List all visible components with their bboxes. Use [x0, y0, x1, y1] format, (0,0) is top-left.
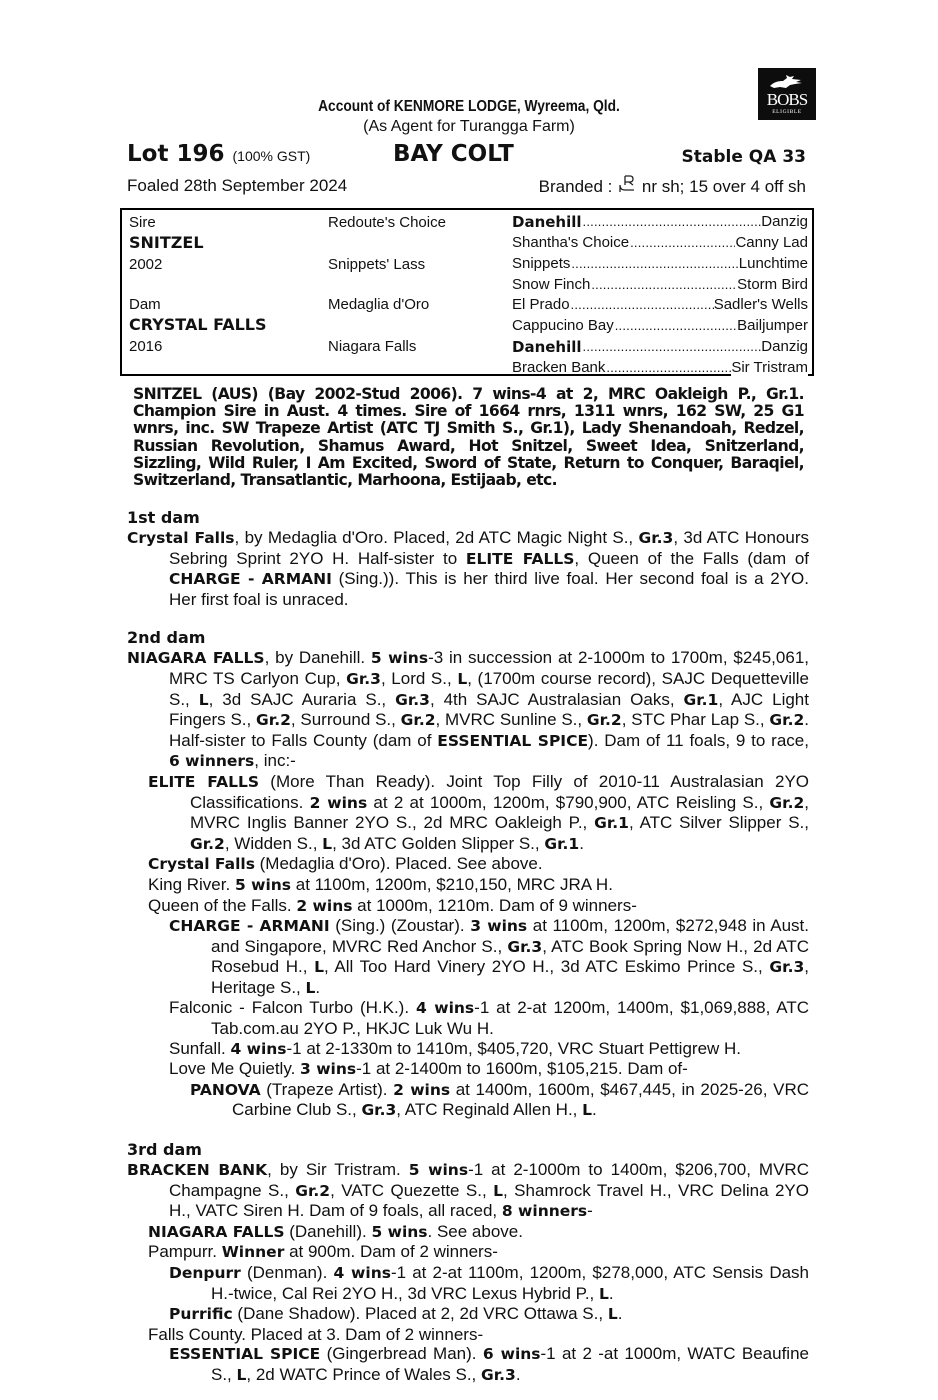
- great-grand-sire-name: Canny Lad: [735, 234, 808, 251]
- text: -1 at 2-at 1200m, 1400m, $1,069,888, ATC Tab.com.au 2YO P., HKJC Luk Wu H.: [211, 998, 810, 1039]
- text: , 2d WATC Prince of Wales S.,: [246, 1364, 482, 1384]
- pedigree-entry: [127, 1344, 809, 1385]
- text: (Sing.) (Zoustar).: [329, 916, 471, 936]
- brand-description: nr sh; 15 over 4 off sh: [641, 177, 806, 196]
- text: -1 at 2-1400m to 1600m, $105,215. Dam of-: [356, 1059, 688, 1079]
- text: , ATC Book Spring Now H., 2d ATC Rosebud H.,: [211, 936, 809, 977]
- text: , ATC Silver Slipper S.,: [628, 813, 809, 833]
- bold-text: BRACKEN BANK: [127, 1161, 268, 1180]
- text: King River.: [148, 874, 235, 894]
- bold-text: 5 wins: [371, 1222, 428, 1241]
- bold-text: Gr.3: [507, 937, 543, 956]
- text: -: [587, 1201, 593, 1221]
- text: . See above.: [427, 1221, 523, 1241]
- bold-text: 4 wins: [333, 1264, 391, 1282]
- bold-text: 2 wins: [393, 1080, 451, 1099]
- great-grand-dam-name: El Prado: [512, 296, 570, 313]
- dam-section: [127, 508, 809, 609]
- pedigree-entry: [127, 1080, 809, 1121]
- dot-leader: [629, 234, 735, 252]
- text: , Heritage S.,: [211, 957, 809, 997]
- text: at 900m. Dam of 2 winners-: [284, 1242, 498, 1262]
- bold-text: L: [599, 1284, 609, 1303]
- great-grand-sire-name: Danzig: [761, 338, 808, 355]
- sire-name: SNITZEL: [129, 233, 204, 252]
- lot-number: [127, 140, 310, 170]
- text: Queen of the Falls.: [148, 895, 297, 915]
- bold-text: Gr.1: [544, 834, 580, 853]
- pedigree-great-grand-row: [512, 317, 808, 335]
- dot-leader: [570, 255, 738, 273]
- text: .: [315, 977, 321, 997]
- great-grand-dam-name: Danehill: [512, 213, 582, 231]
- text: (Danehill).: [284, 1221, 372, 1241]
- bold-text: L: [322, 834, 333, 853]
- dam-name: CRYSTAL FALLS: [129, 315, 267, 334]
- text: Sunfall.: [169, 1038, 231, 1058]
- horse-head-icon: [768, 73, 806, 91]
- text: -1 at 2-1000m to 1400m, $206,700, MVRC Champagne S.,: [169, 1160, 809, 1200]
- pedigree-entry: [127, 1263, 809, 1304]
- dam-year: 2016: [129, 338, 163, 355]
- bold-text: CHARGE - ARMANI: [169, 917, 330, 936]
- text: , All Too Hard Vinery 2YO H., 3d ATC Eskimo Prince S.,: [323, 957, 770, 977]
- text: , 4th SAJC Australasian Oaks,: [429, 689, 684, 709]
- pedigree-entry: [127, 528, 809, 609]
- pedigree-great-grand-row: [512, 296, 808, 314]
- bold-text: Gr.2: [769, 793, 805, 812]
- dot-leader: [605, 359, 731, 377]
- bold-text: L: [582, 1101, 593, 1120]
- bold-text: Gr.3: [769, 958, 805, 977]
- bold-text: L: [198, 690, 209, 709]
- text: , (1700m course record), SAJC Dequetteville S.,: [169, 668, 810, 709]
- pedigree-entry: [127, 772, 809, 854]
- text: (Trapeze Artist).: [260, 1079, 394, 1099]
- bold-text: 2 wins: [296, 896, 353, 915]
- pedigree-great-grand-row: [512, 359, 808, 377]
- pedigree-entry: [127, 1325, 809, 1345]
- text: at 1000m, 1210m. Dam of 9 winners-: [352, 895, 637, 915]
- bold-text: L: [236, 1365, 247, 1384]
- great-grand-sire-name: Storm Bird: [737, 276, 808, 293]
- bold-text: Gr.3: [361, 1101, 397, 1120]
- text: Falconic - Falcon Turbo (H.K.).: [169, 998, 416, 1018]
- bold-text: L: [493, 1181, 504, 1200]
- bold-text: PANOVA: [190, 1080, 261, 1099]
- pedigree-entry: [127, 1222, 809, 1243]
- dot-leader: [570, 296, 714, 314]
- pedigree-entry: [127, 854, 809, 875]
- text: at 1100m, 1200m, $272,948 in Aust. and Singapore, MVRC Red Anchor S.,: [211, 916, 809, 956]
- text: , MVRC Sunline S.,: [435, 710, 587, 730]
- text: , VATC Quezette S.,: [330, 1180, 494, 1200]
- sire-summary: SNITZEL (AUS) (Bay 2002-Stud 2006). 7 wins-4 at 2, MRC Oakleigh P., Gr.1. Champion Sire in Aust. 4 times. Sire of 1664 rnrs, 1311 wnrs, 162 SW, 25 G1 wnrs, inc. SW Trapeze Artist (ATC TJ Smith S., Gr.1), Lady Shenandoah, Redzel, Russian Revolution, Shamus Award, Hot Snitzel, Sweet Idea, Snitzerland, Sizzling, Wild Ruler, I Am Excited, Sword of State, Return to Conquer, Baraqiel, Switzerland, Transatlantic, Marhoona, Estijaab, etc.: [133, 385, 804, 490]
- bold-text: Purrific: [169, 1305, 233, 1324]
- text: Pampurr.: [148, 1242, 222, 1262]
- text: , ATC Reginald Allen H.,: [396, 1100, 583, 1120]
- great-grand-dam-name: Snow Finch: [512, 276, 591, 293]
- pedigree-entry: [127, 875, 809, 896]
- text: (Sing.)). This is her third live foal. Her second foal is a 2YO. Her first foal is unraced.: [169, 569, 809, 609]
- bold-text: Gr.3: [638, 529, 674, 547]
- text: ). Dam of 11 foals, 9 to race,: [588, 730, 809, 750]
- text: , 3d ATC Honours Sebring Sprint 2YO H. Half-sister to: [169, 528, 810, 568]
- text: , Surround S.,: [290, 710, 401, 730]
- grandsire-sire-side: Redoute's Choice: [328, 214, 446, 231]
- bold-text: Gr.3: [346, 669, 381, 688]
- bold-text: Gr.3: [395, 690, 430, 709]
- grandsire-dam-side: Medaglia d'Oro: [328, 296, 430, 313]
- dot-leader: [582, 338, 762, 356]
- great-grand-sire-name: Sir Tristram: [731, 359, 808, 376]
- pedigree-great-grand-row: [512, 213, 808, 231]
- bold-text: CHARGE - ARMANI: [169, 570, 332, 589]
- great-grand-dam-name: Danehill: [512, 338, 582, 356]
- bold-text: L: [457, 669, 468, 688]
- text: .: [617, 1304, 623, 1324]
- bold-text: 2 wins: [309, 793, 368, 812]
- bold-text: 5 wins: [234, 875, 292, 894]
- text: (Gingerbread Man).: [320, 1344, 483, 1364]
- text: , Queen of the Falls (dam of: [574, 548, 810, 568]
- text: -1 at 2-1330m to 1410m, $405,720, VRC Stuart Pettigrew H.: [286, 1038, 742, 1058]
- text: .: [515, 1364, 521, 1384]
- text: (More Than Ready). Joint Top Filly of 2010-11 Australasian 2YO Classifications.: [190, 771, 810, 812]
- foaled-date: Foaled 28th September 2024: [127, 176, 348, 195]
- bold-text: Gr.1: [594, 814, 629, 833]
- stable-number: Stable QA 33: [681, 147, 806, 167]
- great-grand-sire-name: Danzig: [761, 213, 808, 230]
- bold-text: 3 wins: [470, 917, 528, 936]
- text: , Lord S.,: [380, 668, 458, 688]
- granddam-dam-side: Niagara Falls: [328, 338, 417, 355]
- text: -3 in succession at 2-1000m to 1700m, $245,061, MRC TS Carlyon Cup,: [169, 648, 809, 688]
- bold-text: ELITE FALLS: [148, 772, 260, 791]
- text: at 1100m, 1200m, $210,150, MRC JRA H.: [291, 874, 613, 894]
- bold-text: Gr.2: [190, 834, 225, 853]
- logo-title: BOBS: [766, 90, 808, 109]
- sire-label: Sire: [129, 214, 156, 231]
- text: , inc:-: [254, 751, 296, 771]
- agent-note: (As Agent for Turangga Farm): [363, 118, 575, 135]
- bold-text: 3 wins: [300, 1060, 357, 1079]
- text: Falls County. Placed at 3. Dam of 2 winners-: [148, 1324, 484, 1344]
- sire-year: 2002: [129, 256, 163, 273]
- text: , 3d SAJC Auraria S.,: [208, 689, 396, 709]
- dam-label: Dam: [129, 296, 161, 313]
- pedigree-entry: [127, 1059, 809, 1080]
- branded-label: Branded :: [538, 177, 613, 196]
- dam-section: [127, 628, 809, 1121]
- pedigree-entry: [127, 1304, 809, 1325]
- great-grand-dam-name: Bracken Bank: [512, 359, 606, 376]
- bold-text: Gr.2: [256, 711, 291, 730]
- great-grand-sire-name: Bailjumper: [737, 317, 808, 334]
- bold-text: 5 wins: [408, 1161, 469, 1180]
- dam-heading: 1st dam: [127, 508, 200, 527]
- dot-leader: [590, 276, 737, 294]
- bold-text: Gr.1: [683, 690, 719, 709]
- bold-text: Denpurr: [169, 1264, 241, 1282]
- bold-text: NIAGARA FALLS: [148, 1222, 285, 1241]
- pedigree-entry: [127, 1242, 809, 1263]
- pedigree-entry: [127, 916, 809, 998]
- bold-text: ESSENTIAL SPICE: [169, 1345, 321, 1364]
- lot-label: Lot 196: [127, 141, 225, 167]
- text: , by Medaglia d'Oro. Placed, 2d ATC Magic Night S.,: [234, 528, 639, 547]
- text: , Shamrock Travel H., VRC Delina 2YO H., VATC Siren H. Dam of 9 foals, all raced,: [169, 1180, 809, 1221]
- text: , MVRC Inglis Banner 2YO S., 2d MRC Oakleigh P.,: [190, 792, 809, 833]
- text: , 3d ATC Golden Slipper S.,: [332, 833, 545, 853]
- bold-text: L: [305, 978, 316, 997]
- bold-text: L: [314, 958, 324, 977]
- text: -1 at 2-at 1100m, 1200m, $278,000, ATC Sensis Dash H.-twice, Cal Rei 2YO H., 3d VRC Lexus Hybrid P.,: [211, 1263, 810, 1303]
- text: -1 at 2 -at 1000m, WATC Beaufine S.,: [211, 1344, 809, 1384]
- bold-text: 8 winners: [501, 1202, 588, 1221]
- text: , AJC Light Fingers S.,: [169, 689, 809, 730]
- bold-text: Winner: [221, 1243, 285, 1262]
- bold-text: Crystal Falls: [148, 855, 255, 874]
- colour-sex: BAY COLT: [393, 141, 514, 167]
- dam-heading: 3rd dam: [127, 1140, 202, 1160]
- great-grand-dam-name: Snippets: [512, 255, 571, 272]
- great-grand-sire-name: Lunchtime: [738, 255, 808, 272]
- logo-subtitle: ELIGIBLE: [772, 109, 802, 115]
- pedigree-entry: [127, 1039, 809, 1060]
- bold-text: ELITE FALLS: [465, 549, 575, 568]
- consignor: Account of KENMORE LODGE, Wyreema, Qld.: [318, 98, 620, 115]
- dot-leader: [614, 317, 737, 335]
- bold-text: 6 wins: [482, 1345, 541, 1364]
- pedigree-entry: [127, 998, 809, 1038]
- text: at 2 at 1000m, 1200m, $790,900, ATC Reisling S.,: [367, 792, 770, 812]
- text: .: [579, 833, 584, 853]
- text: .: [592, 1100, 597, 1120]
- bold-text: 5 wins: [370, 649, 429, 668]
- text: (Medaglia d'Oro). Placed. See above.: [254, 854, 543, 874]
- bold-text: L: [607, 1305, 618, 1324]
- bold-text: NIAGARA FALLS: [127, 649, 265, 668]
- pedigree-entry: [127, 1160, 809, 1222]
- brand-mark-icon: [617, 174, 637, 194]
- great-grand-dam-name: Cappucino Bay: [512, 317, 614, 334]
- bold-text: Gr.2: [769, 711, 805, 730]
- pedigree-great-grand-row: [512, 338, 808, 356]
- bold-text: 4 wins: [415, 999, 475, 1018]
- brand-info: [539, 174, 806, 198]
- female-family: [127, 508, 809, 1386]
- gst-note: (100% GST): [232, 148, 311, 164]
- great-grand-sire-name: Sadler's Wells: [713, 296, 808, 313]
- bold-text: 6 winners: [169, 752, 255, 771]
- bold-text: ESSENTIAL SPICE: [437, 731, 589, 750]
- text: (Dane Shadow). Placed at 2, 2d VRC Ottawa S.,: [232, 1304, 608, 1324]
- text: . Half-sister to Falls County (dam of: [169, 710, 809, 750]
- pedigree-great-grand-row: [512, 276, 808, 294]
- text: , by Sir Tristram.: [267, 1160, 409, 1180]
- bold-text: Gr.3: [481, 1365, 516, 1384]
- text: Love Me Quietly.: [169, 1059, 301, 1079]
- bold-text: Gr.2: [586, 711, 622, 730]
- bold-text: Gr.2: [400, 711, 436, 730]
- bold-text: 4 wins: [230, 1039, 287, 1058]
- dot-leader: [582, 213, 762, 231]
- text: at 1400m, 1600m, $467,445, in 2025-26, VRC Carbine Club S.,: [232, 1079, 810, 1120]
- pedigree-table: [120, 208, 814, 376]
- granddam-sire-side: Snippets' Lass: [328, 256, 426, 273]
- dam-section: [127, 1140, 809, 1386]
- bold-text: Gr.2: [295, 1181, 331, 1200]
- text: .: [608, 1283, 614, 1303]
- dam-heading: 2nd dam: [127, 628, 206, 648]
- text: , by Danehill.: [264, 648, 371, 668]
- text: (Denman).: [240, 1263, 334, 1282]
- pedigree-entry: [127, 648, 809, 772]
- text: , Widden S.,: [224, 833, 323, 853]
- pedigree-great-grand-row: [512, 234, 808, 252]
- bold-text: Crystal Falls: [127, 529, 235, 547]
- pedigree-great-grand-row: [512, 255, 808, 273]
- pedigree-entry: [127, 896, 809, 917]
- great-grand-dam-name: Shantha's Choice: [512, 234, 630, 251]
- text: , STC Phar Lap S.,: [621, 710, 770, 730]
